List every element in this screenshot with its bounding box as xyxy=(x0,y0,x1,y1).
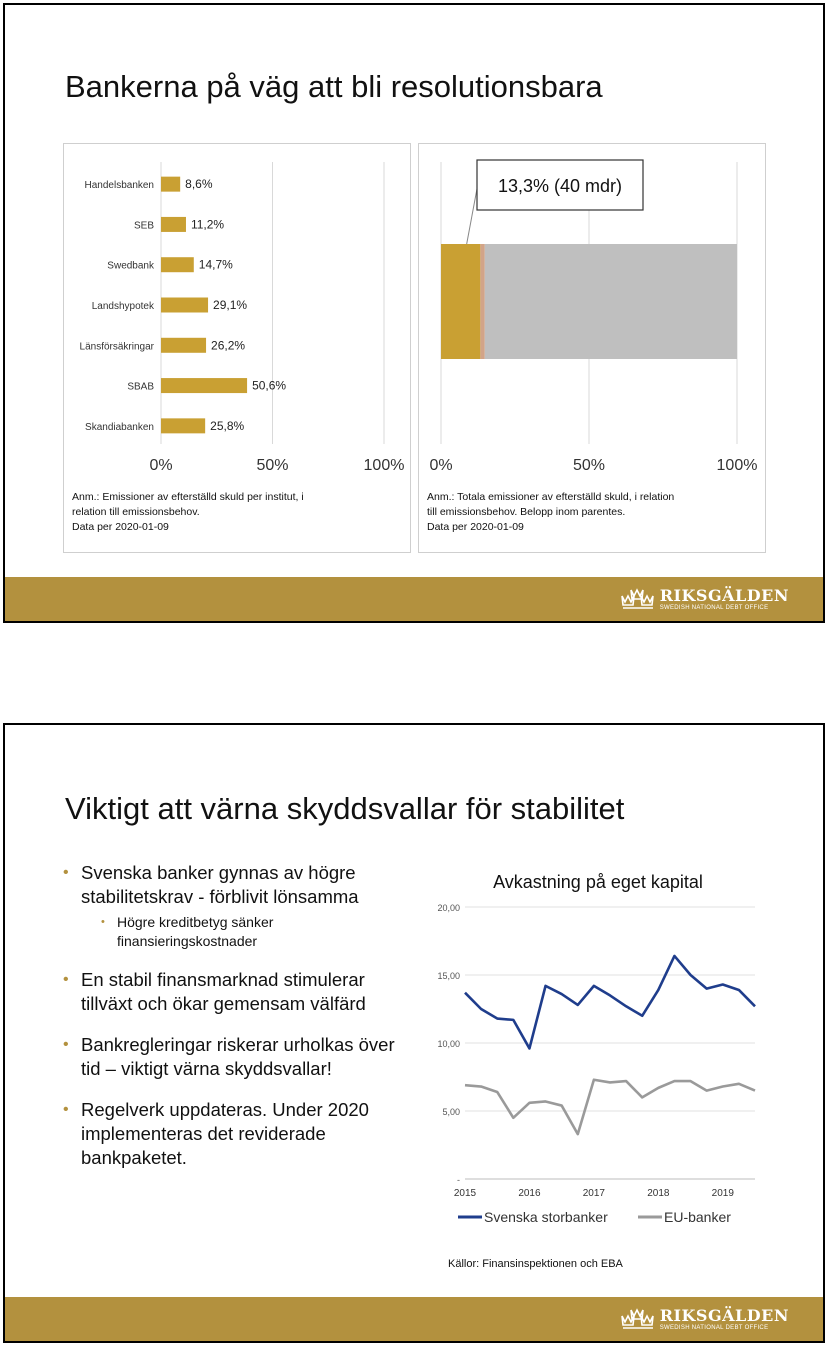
y-tick-label: 10,00 xyxy=(437,1039,460,1049)
bar-value-label: 8,6% xyxy=(185,177,213,192)
slide-title: Bankerna på väg att bli resolutionsbara xyxy=(65,69,603,104)
x-tick-label: 2016 xyxy=(518,1188,541,1199)
bar xyxy=(161,257,194,272)
bar-value-label: 29,1% xyxy=(213,298,248,312)
note-line: Anm.: Totala emissioner av efterställd skuld, i relation xyxy=(427,491,675,503)
x-tick-label: 2018 xyxy=(647,1188,670,1199)
bullet-text: En stabil finansmarknad stimulerar tillväxt och ökar gemensam välfärd xyxy=(81,969,366,1014)
series-line xyxy=(465,956,755,1048)
institution-chart-panel xyxy=(63,143,411,553)
institution-bar-chart xyxy=(64,144,410,484)
x-tick-label: 50% xyxy=(572,457,606,474)
chart-title: Avkastning på eget kapital xyxy=(493,872,703,892)
category-label: Länsförsäkringar xyxy=(79,341,154,353)
category-label: Landshypotek xyxy=(91,301,154,312)
total-stacked-bar-chart xyxy=(419,144,765,484)
bar xyxy=(161,378,247,393)
stack-segment xyxy=(485,244,737,359)
legend-label: EU-banker xyxy=(664,1209,731,1225)
slide-stability xyxy=(3,723,825,1343)
x-tick-label: 100% xyxy=(716,457,758,474)
sub-bullet-item xyxy=(99,913,408,951)
bullet-icon: • xyxy=(101,916,105,928)
bullet-text: Regelverk uppdateras. Under 2020 implementeras det reviderade bankpaketet. xyxy=(81,1099,369,1168)
note-line: till emissionsbehov. Belopp inom parentes. xyxy=(427,506,626,518)
bullet-item xyxy=(63,1098,408,1170)
x-tick-label: 0% xyxy=(429,457,453,474)
bar xyxy=(161,418,205,433)
category-label: SEB xyxy=(133,220,154,232)
footer-bar xyxy=(5,1297,823,1341)
bar-value-label: 14,7% xyxy=(198,257,233,272)
slide-resolution xyxy=(3,3,825,623)
crowns-icon xyxy=(620,1307,656,1331)
bullet-item xyxy=(63,968,408,1016)
logo-name: RIKSGÄLDEN xyxy=(659,585,789,605)
footer-bar xyxy=(5,577,823,621)
stack-segment xyxy=(480,244,484,359)
logo-subtitle: SWEDISH NATIONAL DEBT OFFICE xyxy=(659,604,769,611)
y-tick-label: 5,00 xyxy=(442,1107,460,1117)
bar-value-label: 26,2% xyxy=(211,338,246,353)
x-tick-label: 2019 xyxy=(711,1188,734,1199)
x-tick-label: 100% xyxy=(363,457,405,474)
riksgalden-logo xyxy=(620,584,789,614)
slide-title: Viktigt att värna skyddsvallar för stabilitet xyxy=(65,791,625,826)
series-line xyxy=(465,1080,755,1134)
bullet-icon: • xyxy=(63,1101,69,1118)
sub-bullet-text: Högre kreditbetyg sänker finansieringskostnader xyxy=(117,914,274,949)
riksgalden-logo xyxy=(620,1304,789,1334)
y-tick-label: 15,00 xyxy=(437,971,460,981)
note-line: Data per 2020-01-09 xyxy=(427,521,524,533)
bullet-icon: • xyxy=(63,864,69,881)
crowns-icon xyxy=(620,587,656,611)
bar xyxy=(161,338,206,353)
callout-label: 13,3% (40 mdr) xyxy=(497,176,623,196)
bar-value-label: 50,6% xyxy=(252,378,287,393)
bar-value-label: 11,2% xyxy=(190,217,225,232)
bar xyxy=(161,298,208,313)
x-tick-label: 0% xyxy=(149,457,173,474)
note-line: Anm.: Emissioner av efterställd skuld per institut, i xyxy=(72,491,304,503)
x-tick-label: 2015 xyxy=(453,1188,477,1199)
category-label: Handelsbanken xyxy=(84,180,154,192)
category-label: SBAB xyxy=(127,381,154,393)
bullet-list xyxy=(63,861,408,1187)
y-tick-label: - xyxy=(457,1175,460,1185)
bullet-item xyxy=(63,861,408,951)
bar xyxy=(161,217,186,232)
logo-subtitle: SWEDISH NATIONAL DEBT OFFICE xyxy=(659,1324,769,1331)
bar-value-label: 25,8% xyxy=(210,418,245,433)
bullet-icon: • xyxy=(63,1036,69,1053)
source-note: Källor: Finansinspektionen och EBA xyxy=(448,1258,623,1270)
total-chart-panel xyxy=(418,143,766,553)
left-chart-note xyxy=(72,490,402,535)
note-line: Data per 2020-01-09 xyxy=(72,521,169,533)
logo-name: RIKSGÄLDEN xyxy=(659,1305,789,1325)
stack-segment xyxy=(441,244,480,359)
legend-label: Svenska storbanker xyxy=(484,1209,608,1225)
category-label: Swedbank xyxy=(107,260,154,272)
right-chart-note xyxy=(427,490,757,535)
category-label: Skandiabanken xyxy=(85,421,154,433)
y-tick-label: 20,00 xyxy=(437,903,460,913)
bar xyxy=(161,177,180,192)
x-tick-label: 50% xyxy=(256,457,289,474)
x-tick-label: 2017 xyxy=(582,1188,606,1199)
note-line: relation till emissionsbehov. xyxy=(72,506,200,518)
bullet-icon: • xyxy=(63,971,69,988)
bullet-text: Svenska banker gynnas av högre stabilitetskrav - förblivit lönsamma xyxy=(81,862,359,907)
roe-line-chart xyxy=(410,855,770,1285)
bullet-item xyxy=(63,1033,408,1081)
bullet-text: Bankregleringar riskerar urholkas över tid – viktigt värna skyddsvallar! xyxy=(81,1034,395,1079)
